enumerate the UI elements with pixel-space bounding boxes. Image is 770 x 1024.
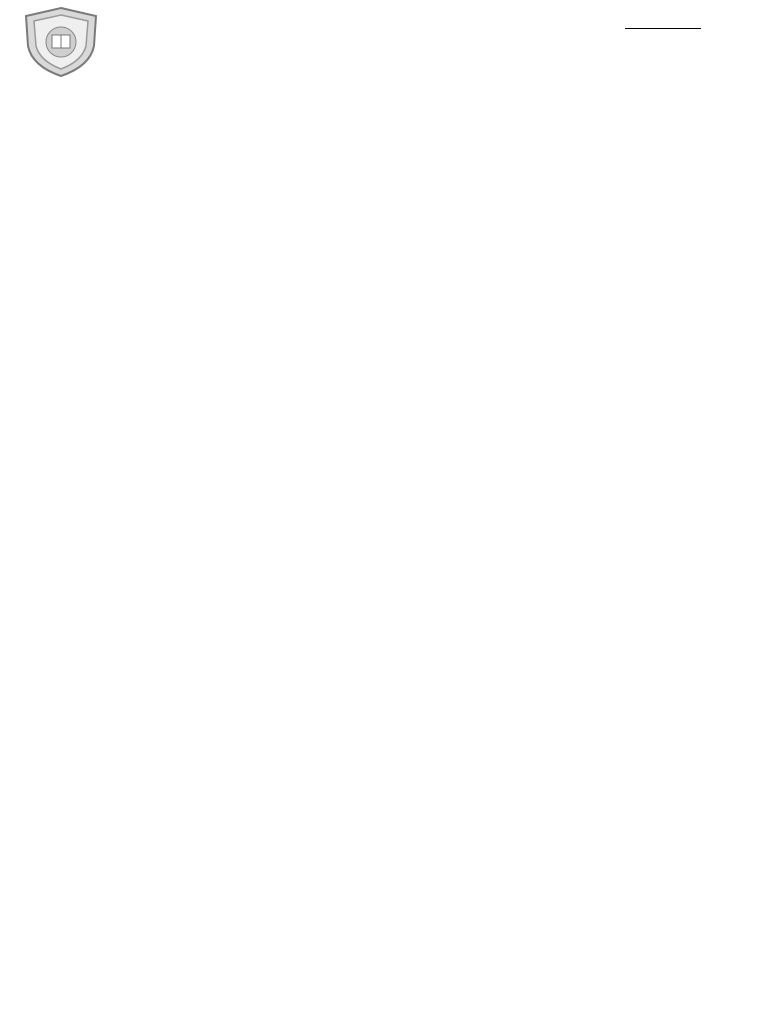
university-seal-logo <box>20 6 102 78</box>
te-number-field[interactable] <box>625 16 701 32</box>
